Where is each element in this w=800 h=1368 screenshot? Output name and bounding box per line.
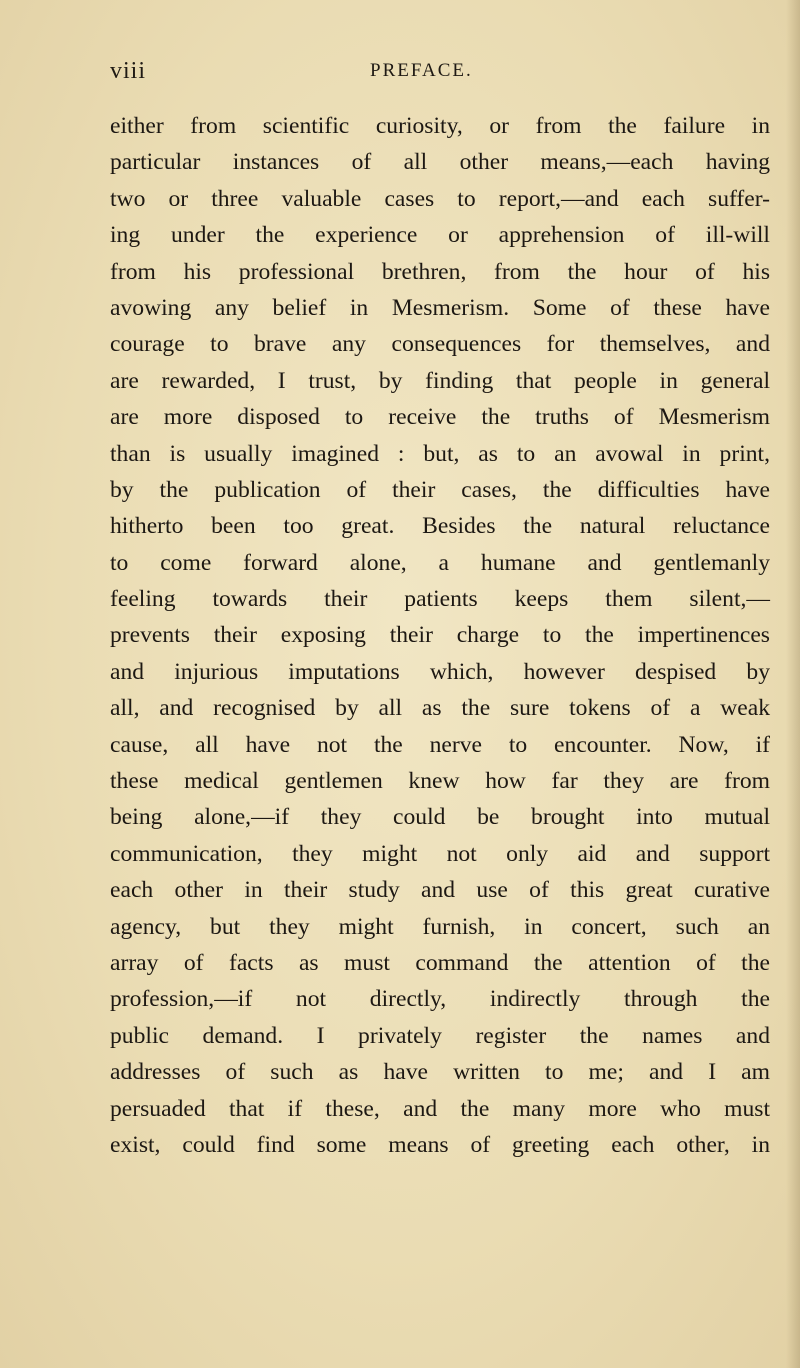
text-line: public demand. I privately register the names and	[110, 1022, 770, 1049]
text-line: are rewarded, I trust, by finding that people in general	[110, 367, 770, 394]
text-line: all, and recognised by all as the sure tokens of a weak	[110, 695, 770, 722]
text-line: two or three valuable cases to report,—and each suffer-	[110, 185, 770, 212]
text-line: are more disposed to receive the truths of Mesmerism	[110, 404, 770, 431]
text-line: courage to brave any consequences for themselves, and	[110, 331, 770, 358]
text-line: addresses of such as have written to me; and I am	[110, 1059, 770, 1086]
text-line: ing under the experience or apprehension of ill-will	[110, 222, 770, 249]
body-text	[110, 108, 770, 1163]
text-line: avowing any belief in Mesmerism. Some of these have	[110, 294, 770, 321]
text-line: by the publication of their cases, the difficulties have	[110, 476, 770, 503]
text-line: agency, but they might furnish, in concert, such an	[110, 913, 770, 940]
text-line: these medical gentlemen knew how far they are from	[110, 768, 770, 795]
text-line: from his professional brethren, from the hour of his	[110, 258, 770, 285]
text-line: profession,—if not directly, indirectly through the	[110, 986, 770, 1013]
page-edge-shadow	[786, 0, 800, 1368]
text-line: array of facts as must command the attention of the	[110, 949, 770, 976]
text-line: each other in their study and use of this great curative	[110, 877, 770, 904]
page-number: viii	[110, 58, 147, 84]
text-line: prevents their exposing their charge to the impertinences	[110, 622, 770, 649]
text-line: particular instances of all other means,—each having	[110, 149, 770, 176]
text-line: communication, they might not only aid and support	[110, 840, 770, 867]
text-line: persuaded that if these, and the many more who must	[110, 1095, 770, 1122]
text-line: exist, could find some means of greeting each other, in	[110, 1131, 770, 1158]
running-title: PREFACE.	[370, 60, 473, 81]
text-line: either from scientific curiosity, or from the failure in	[110, 113, 770, 139]
running-head	[110, 58, 670, 92]
text-line: cause, all have not the nerve to encounter. Now, if	[110, 731, 770, 758]
text-line: and injurious imputations which, however despised by	[110, 658, 770, 685]
text-line: feeling towards their patients keeps them silent,—	[110, 586, 770, 613]
text-line: to come forward alone, a humane and gentlemanly	[110, 549, 770, 576]
text-line: than is usually imagined : but, as to an avowal in print,	[110, 440, 770, 467]
text-line: hitherto been too great. Besides the natural reluctance	[110, 513, 770, 540]
text-line: being alone,—if they could be brought into mutual	[110, 804, 770, 831]
